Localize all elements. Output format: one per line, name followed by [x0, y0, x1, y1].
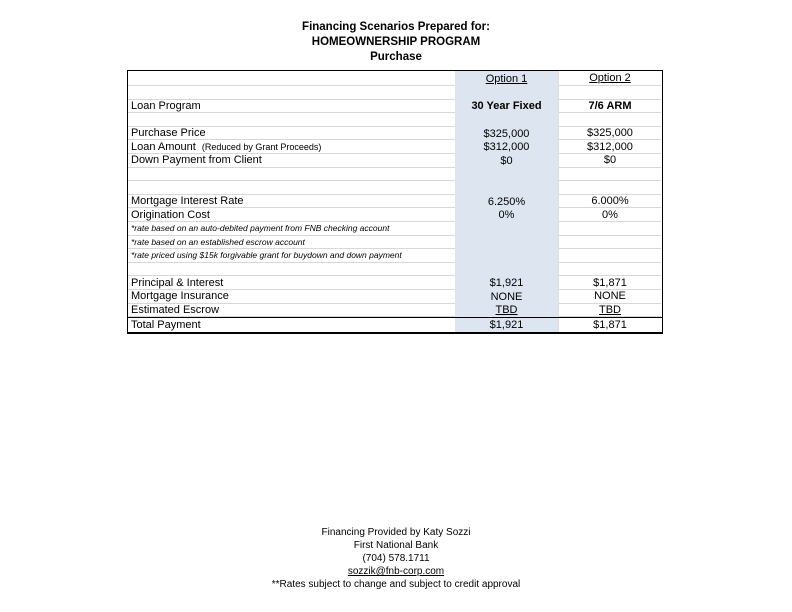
option1-value: 30 Year Fixed [455, 100, 558, 114]
option1-header [455, 71, 558, 86]
table-row-total-payment [128, 317, 662, 332]
option1-value: 0% [455, 208, 558, 222]
option1-header-label: Option 1 [485, 72, 528, 85]
footnote-text: *rate based on an auto-debited payment from FNB checking account [128, 222, 455, 236]
table-row-empty [128, 181, 662, 195]
option2-value: $0 [558, 154, 661, 168]
footer-provided-by: Financing Provided by Katy Sozzi [321, 527, 471, 538]
option1-value: 6.250% [455, 195, 558, 209]
table-row-footnote-autodebit [128, 222, 662, 236]
row-label: Purchase Price [128, 127, 455, 141]
option1-value: $0 [455, 154, 558, 168]
footer-disclaimer: **Rates subject to change and subject to credit approval [271, 579, 521, 590]
table-row-loan-amount [128, 140, 662, 154]
footnote-text: *rate priced using $15k forgivable grant for buydown and down payment [128, 249, 455, 263]
row-label: Loan Program [128, 100, 455, 114]
option1-value: NONE [455, 290, 558, 304]
option2-value: NONE [558, 290, 661, 304]
document-title-block [0, 20, 792, 65]
loan-amount-label: Loan Amount [131, 140, 196, 153]
row-label [128, 140, 455, 154]
option2-value: 6.000% [558, 195, 661, 209]
option2-value: $312,000 [558, 140, 661, 154]
table-header-row [128, 71, 662, 86]
table-row-down-payment [128, 154, 662, 168]
option2-value [558, 304, 661, 318]
table-row-origination-cost [128, 208, 662, 222]
footer-bank-name: First National Bank [353, 540, 439, 551]
footer-phone: (704) 578.1711 [362, 553, 430, 564]
table-row-principal-interest [128, 276, 662, 290]
option1-value: $1,921 [455, 276, 558, 290]
table-row-mortgage-insurance [128, 290, 662, 304]
loan-amount-note: (Reduced by Grant Proceeds) [201, 141, 322, 152]
row-label: Principal & Interest [128, 276, 455, 290]
table-row-empty [128, 263, 662, 277]
table-row-empty [128, 86, 662, 100]
table-row-footnote-escrow [128, 236, 662, 250]
footnote-text: *rate based on an established escrow account [128, 236, 455, 250]
header-label-cell [128, 71, 455, 86]
table-row-footnote-grant [128, 249, 662, 263]
table-row-empty [128, 168, 662, 182]
table-row-empty [128, 113, 662, 127]
escrow-tbd-value: TBD [599, 303, 621, 316]
table-row-interest-rate [128, 195, 662, 209]
option1-value: $312,000 [455, 140, 558, 154]
option1-value: $325,000 [455, 127, 558, 141]
table-row-purchase-price [128, 127, 662, 141]
row-label: Mortgage Insurance [128, 290, 455, 304]
option2-header [558, 71, 661, 86]
title-line-prepared-for: Financing Scenarios Prepared for: [302, 21, 490, 33]
title-line-purchase: Purchase [370, 51, 422, 63]
row-label: Estimated Escrow [128, 304, 455, 318]
email-link[interactable]: sozzik@fnb-corp.com [347, 566, 445, 577]
financing-scenarios-table [127, 70, 663, 334]
row-label: Origination Cost [128, 208, 455, 222]
row-label: Down Payment from Client [128, 154, 455, 168]
option2-header-label: Option 2 [589, 72, 631, 84]
option2-value: 7/6 ARM [558, 100, 661, 114]
escrow-tbd-value: TBD [495, 304, 518, 317]
title-line-program: HOMEOWNERSHIP PROGRAM [311, 36, 481, 48]
option1-value [455, 304, 558, 318]
table-row-estimated-escrow [128, 304, 662, 318]
option2-value: 0% [558, 208, 661, 222]
table-row-loan-program [128, 100, 662, 114]
option2-value: $1,871 [558, 276, 661, 290]
footer-block [0, 526, 792, 591]
row-label: Mortgage Interest Rate [128, 195, 455, 209]
option2-value: $1,871 [558, 318, 661, 332]
option1-value: $1,921 [455, 318, 558, 332]
row-label: Total Payment [131, 318, 201, 331]
option2-value: $325,000 [558, 127, 661, 141]
